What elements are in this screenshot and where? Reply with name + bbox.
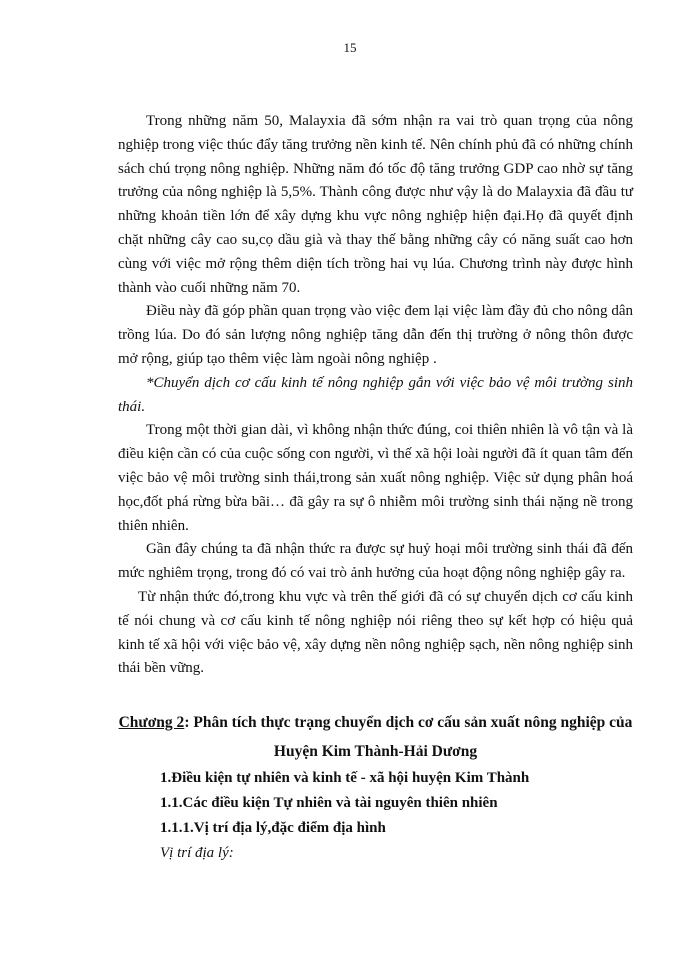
section-heading-1: 1.Điều kiện tự nhiên và kinh tế - xã hội huyện Kim Thành [160,770,530,786]
body-text [118,110,633,681]
section-heading-1-1: 1.1.Các điều kiện Tự nhiên và tài nguyên thiên nhiên [160,795,498,811]
paragraph-awareness: Trong một thời gian dài, vì không nhận thức đúng, coi thiên nhiên là vô tận và là điều kiện cần có của cuộc sống con người, vì thế xã hội loài người đã ít quan tâm đến việc bảo vệ môi trường sinh thái,trong sản xuất nông nghiệp. Việc sử dụng phân hoá học,đốt phá rừng bừa bãi… đã gây ra sự ô nhiễm môi trường sinh thái nặng nề trong thiên nhiên. [118,422,633,534]
chapter-title-text: : Phân tích thực trạng chuyển dịch cơ cấu sản xuất nông nghiệp của Huyện Kim Thành-Hải Dương [184,714,633,760]
paragraph-eco-heading: *Chuyển dịch cơ cấu kinh tế nông nghiệp gắn với việc bảo vệ môi trường sinh thái. [118,374,633,415]
chapter-heading-block [118,708,633,866]
paragraph-recent-awareness: Gần đây chúng ta đã nhận thức ra được sự huỷ hoại môi trường sinh thái đã đến mức nghiêm trọng, trong đó có vai trò ảnh hưởng của hoạt động nông nghiệp gây ra. [118,541,633,582]
paragraph-malaysia-agriculture: Trong những năm 50, Malayxia đã sớm nhận ra vai trò quan trọng của nông nghiệp trong việc thúc đẩy tăng trưởng nền kinh tế. Nên chính phủ đã có những chính sách chú trọng nông nghiệp. Những năm đó tốc độ tăng trưởng GDP cao nhờ sự tăng trưởng của nông nghiệp là 5,5%. Thành công được như vậy là do Malayxia đã đầu tư những khoản tiền lớn để xây dựng khu vực nông nghiệp hiện đại.Họ đã quyết định chặt những cây cao su,cọ dầu già và thay thế bằng những cây có năng suất cao hơn cùng với việc mở rộng thêm diện tích trồng hai vụ lúa. Chương trình này được hình thành vào cuối những năm 70. [118,113,633,296]
page-number: 15 [343,40,357,55]
section-heading-1-1-1: 1.1.1.Vị trí địa lý,đặc điểm địa hình [160,820,386,836]
subheading-location: Vị trí địa lý: [160,845,234,861]
paragraph-employment: Điều này đã góp phần quan trọng vào việc đem lại việc làm đầy đủ cho nông dân trồng lúa. Do đó sản lượng nông nghiệp tăng dẫn đến thị trường ở nông thôn được mở rộng, giúp tạo thêm việc làm ngoài nông nghiệp . [118,303,633,367]
chapter-title [118,708,633,766]
chapter-label: Chương 2 [118,714,185,731]
paragraph-structural-shift: Từ nhận thức đó,trong khu vực và trên thế giới đã có sự chuyển dịch cơ cấu kinh tế nói chung và cơ cấu kinh tế nông nghiệp nói riêng theo sự kết hợp có hiệu quả kinh tế xã hội với việc bảo vệ, xây dựng nền nông nghiệp sạch, nền nông nghiệp sinh thái bền vững. [118,588,633,677]
